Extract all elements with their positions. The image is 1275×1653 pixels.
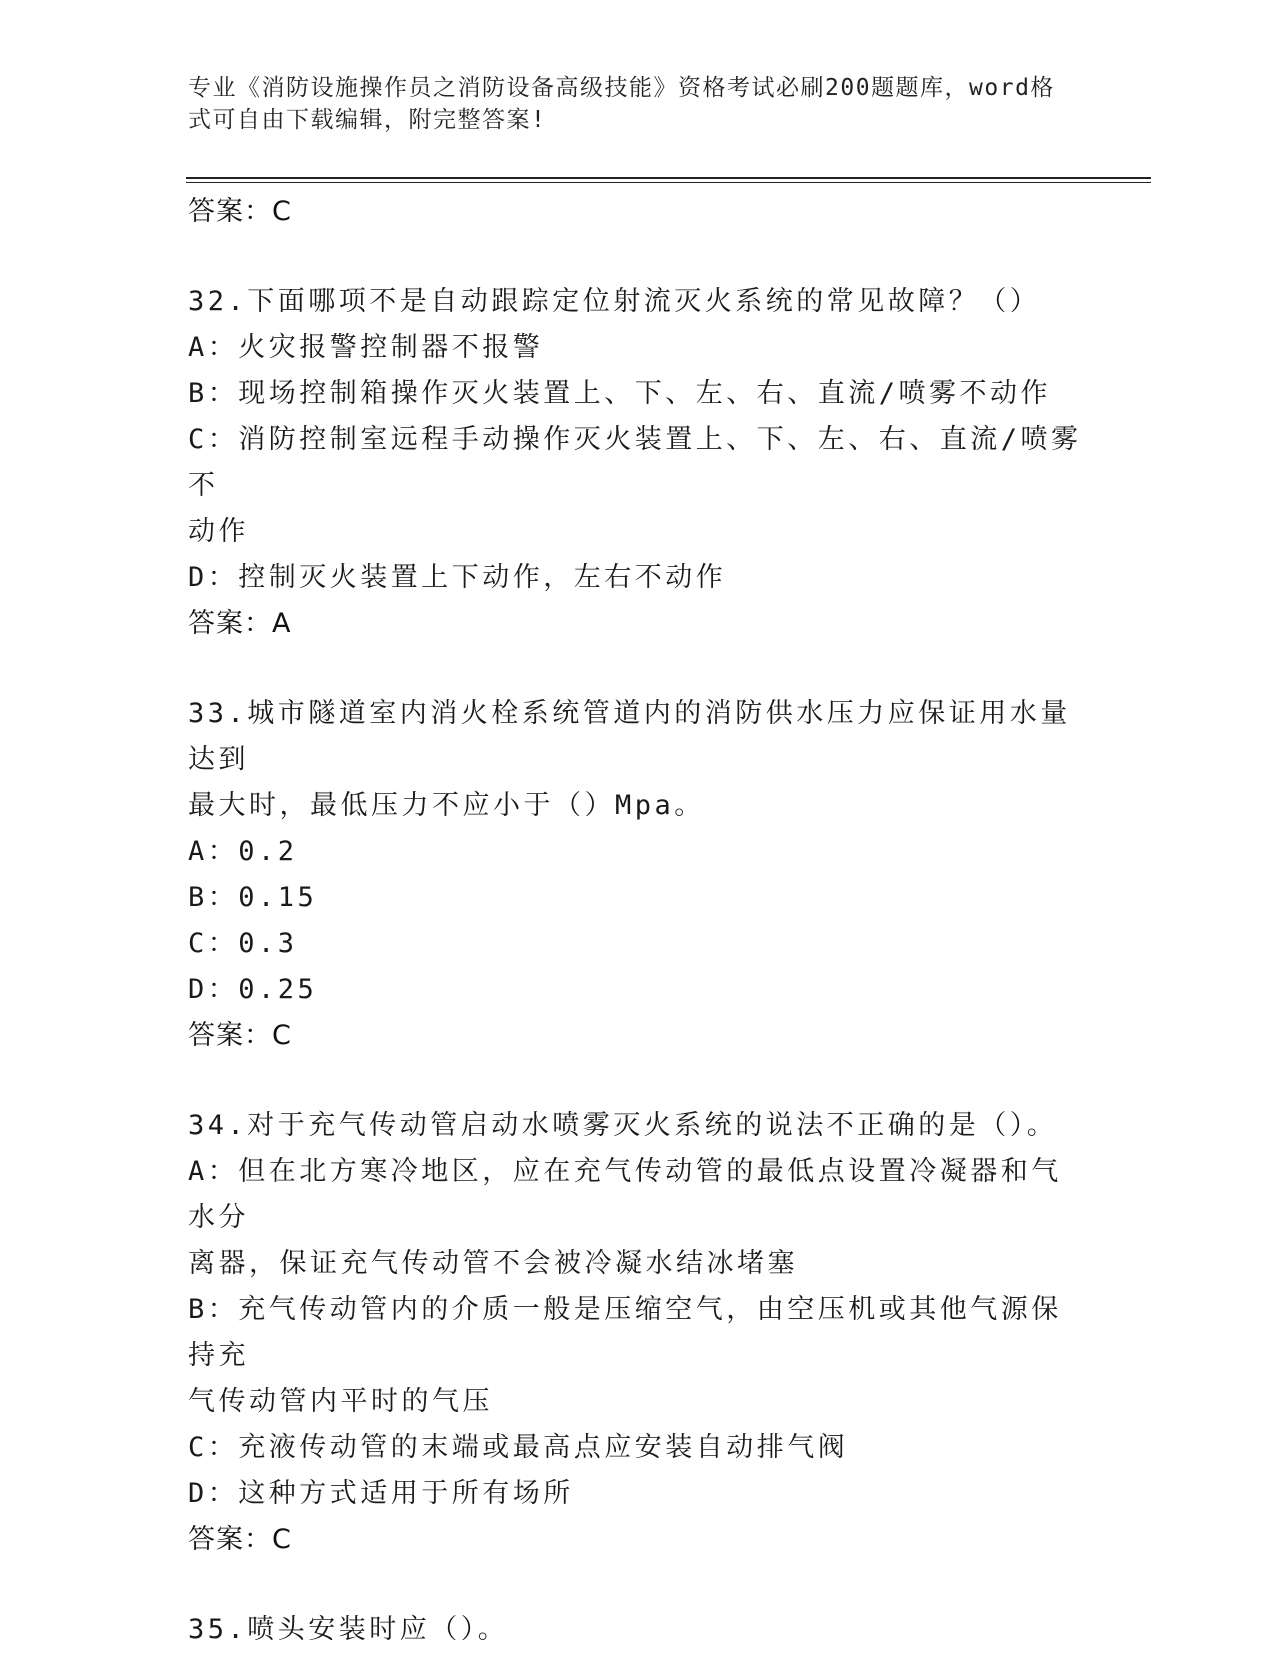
answer-line: 答案：C [188,196,292,227]
answer-option: A：火灾报警控制器不报警 [188,332,544,363]
answer-option: C：充液传动管的末端或最高点应安装自动排气阀 [188,1432,849,1463]
question-spacer [188,1059,1088,1103]
answer-line: 答案：C [188,1020,292,1051]
answer-option: B：充气传动管内的介质一般是压缩空气，由空压机或其他气源保持充 [188,1294,1062,1371]
question-stem: 最大时，最低压力不应小于（）Mpa。 [188,790,705,821]
answer-option: C：0.3 [188,928,298,959]
answer-option: 离器，保证充气传动管不会被冷凝水结冰堵塞 [188,1248,798,1279]
document-header: 专业《消防设施操作员之消防设备高级技能》资格考试必刷200题题库，word格式可自由下载编辑，附完整答案! [188,75,1055,133]
answer-option: D：控制灭火装置上下动作，左右不动作 [188,562,727,593]
answer-line: 答案：C [188,1524,292,1555]
question-spacer [188,235,1088,279]
question-spacer [188,647,1088,691]
answer-option: C：消防控制室远程手动操作灭火装置上、下、左、右、直流/喷雾不 [188,424,1082,501]
question-block [188,279,1088,647]
question-stem: 32.下面哪项不是自动跟踪定位射流灭火系统的常见故障？（） [188,286,1041,317]
answer-option: 气传动管内平时的气压 [188,1386,493,1417]
header-divider-thick [186,177,1151,179]
question-list [188,189,1088,1653]
answer-option: D：这种方式适用于所有场所 [188,1478,574,1509]
answer-option: B：0.15 [188,882,318,913]
answer-line: 答案：A [188,608,292,639]
question-block [188,1607,1088,1653]
header-divider-thin [186,182,1151,183]
question-block [188,1103,1088,1563]
question-stem: 34.对于充气传动管启动水喷雾灭火系统的说法不正确的是（）。 [188,1110,1058,1141]
question-spacer [188,1563,1088,1607]
answer-option: A：0.2 [188,836,298,867]
question-stem: 33.城市隧道室内消火栓系统管道内的消防供水压力应保证用水量达到 [188,698,1071,775]
answer-option: B：现场控制箱操作灭火装置上、下、左、右、直流/喷雾不动作 [188,378,1052,409]
question-block [188,691,1088,1059]
question-stem: 35.喷头安装时应（）。 [188,1614,509,1645]
answer-option: 动作 [188,516,249,547]
answer-option: A：但在北方寒冷地区，应在充气传动管的最低点设置冷凝器和气水分 [188,1156,1062,1233]
answer-option: D：0.25 [188,974,318,1005]
